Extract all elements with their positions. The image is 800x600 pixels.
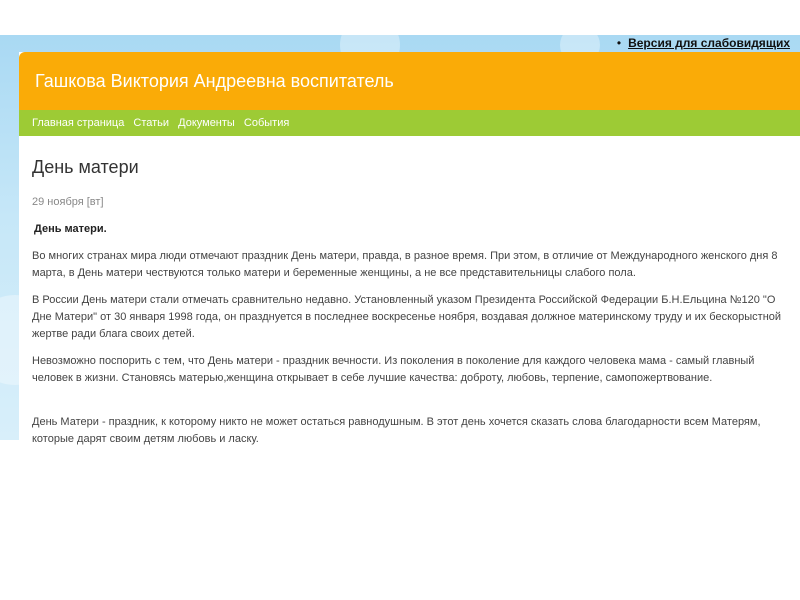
page-title: День матери xyxy=(32,157,139,177)
article-paragraph: День Матери - праздник, к которому никто не может остаться равнодушным. В этот день хочется сказать слова благодарности всем Матерям, которые дарят своим детям любовь и ласку. xyxy=(32,416,761,445)
nav-item-articles[interactable]: Статьи xyxy=(133,117,170,129)
article-date: 29 ноября [вт] xyxy=(32,196,104,208)
article-content xyxy=(19,136,800,448)
article-paragraph: Невозможно поспорить с тем, что День матери - праздник вечности. Из поколения в поколение для каждого человека мама - самый главный человек в жизни. Становясь матерью,женщина открывает в себе лучшие качества: доброту, любовь, терпение, самопожертвование. xyxy=(32,355,755,384)
site-header xyxy=(19,52,800,110)
article-paragraph: В России День матери стали отмечать сравнительно недавно. Установленный указом Президента Российской Федерации Б.Н.Ельцина №120 "О Дне Матери" от 30 января 1998 года, он празднуется в последнее воскресенье ноября, воздавая должное материнскому труду и их бескорыстной жертве ради блага своих детей. xyxy=(32,294,782,340)
main-nav xyxy=(19,110,800,136)
article-lead: День матери. xyxy=(34,223,107,235)
page-container xyxy=(19,52,800,445)
article-paragraph: Во многих странах мира люди отмечают праздник День матери, правда, в разное время. При этом, в отличие от Международного женского дня 8 марта, в День матери чествуются только матери и беременные женщины, а не все представительницы слабого пола. xyxy=(32,250,778,279)
top-bar xyxy=(0,35,800,53)
nav-item-documents[interactable]: Документы xyxy=(178,117,235,129)
accessibility-version-link[interactable]: Версия для слабовидящих xyxy=(628,36,790,50)
top-links-list xyxy=(617,36,790,50)
top-links-item xyxy=(617,36,790,50)
site-title: Гашкова Виктория Андреевна воспитатель xyxy=(35,71,394,91)
nav-item-home[interactable]: Главная страница xyxy=(32,117,125,129)
nav-item-events[interactable]: События xyxy=(243,117,290,129)
